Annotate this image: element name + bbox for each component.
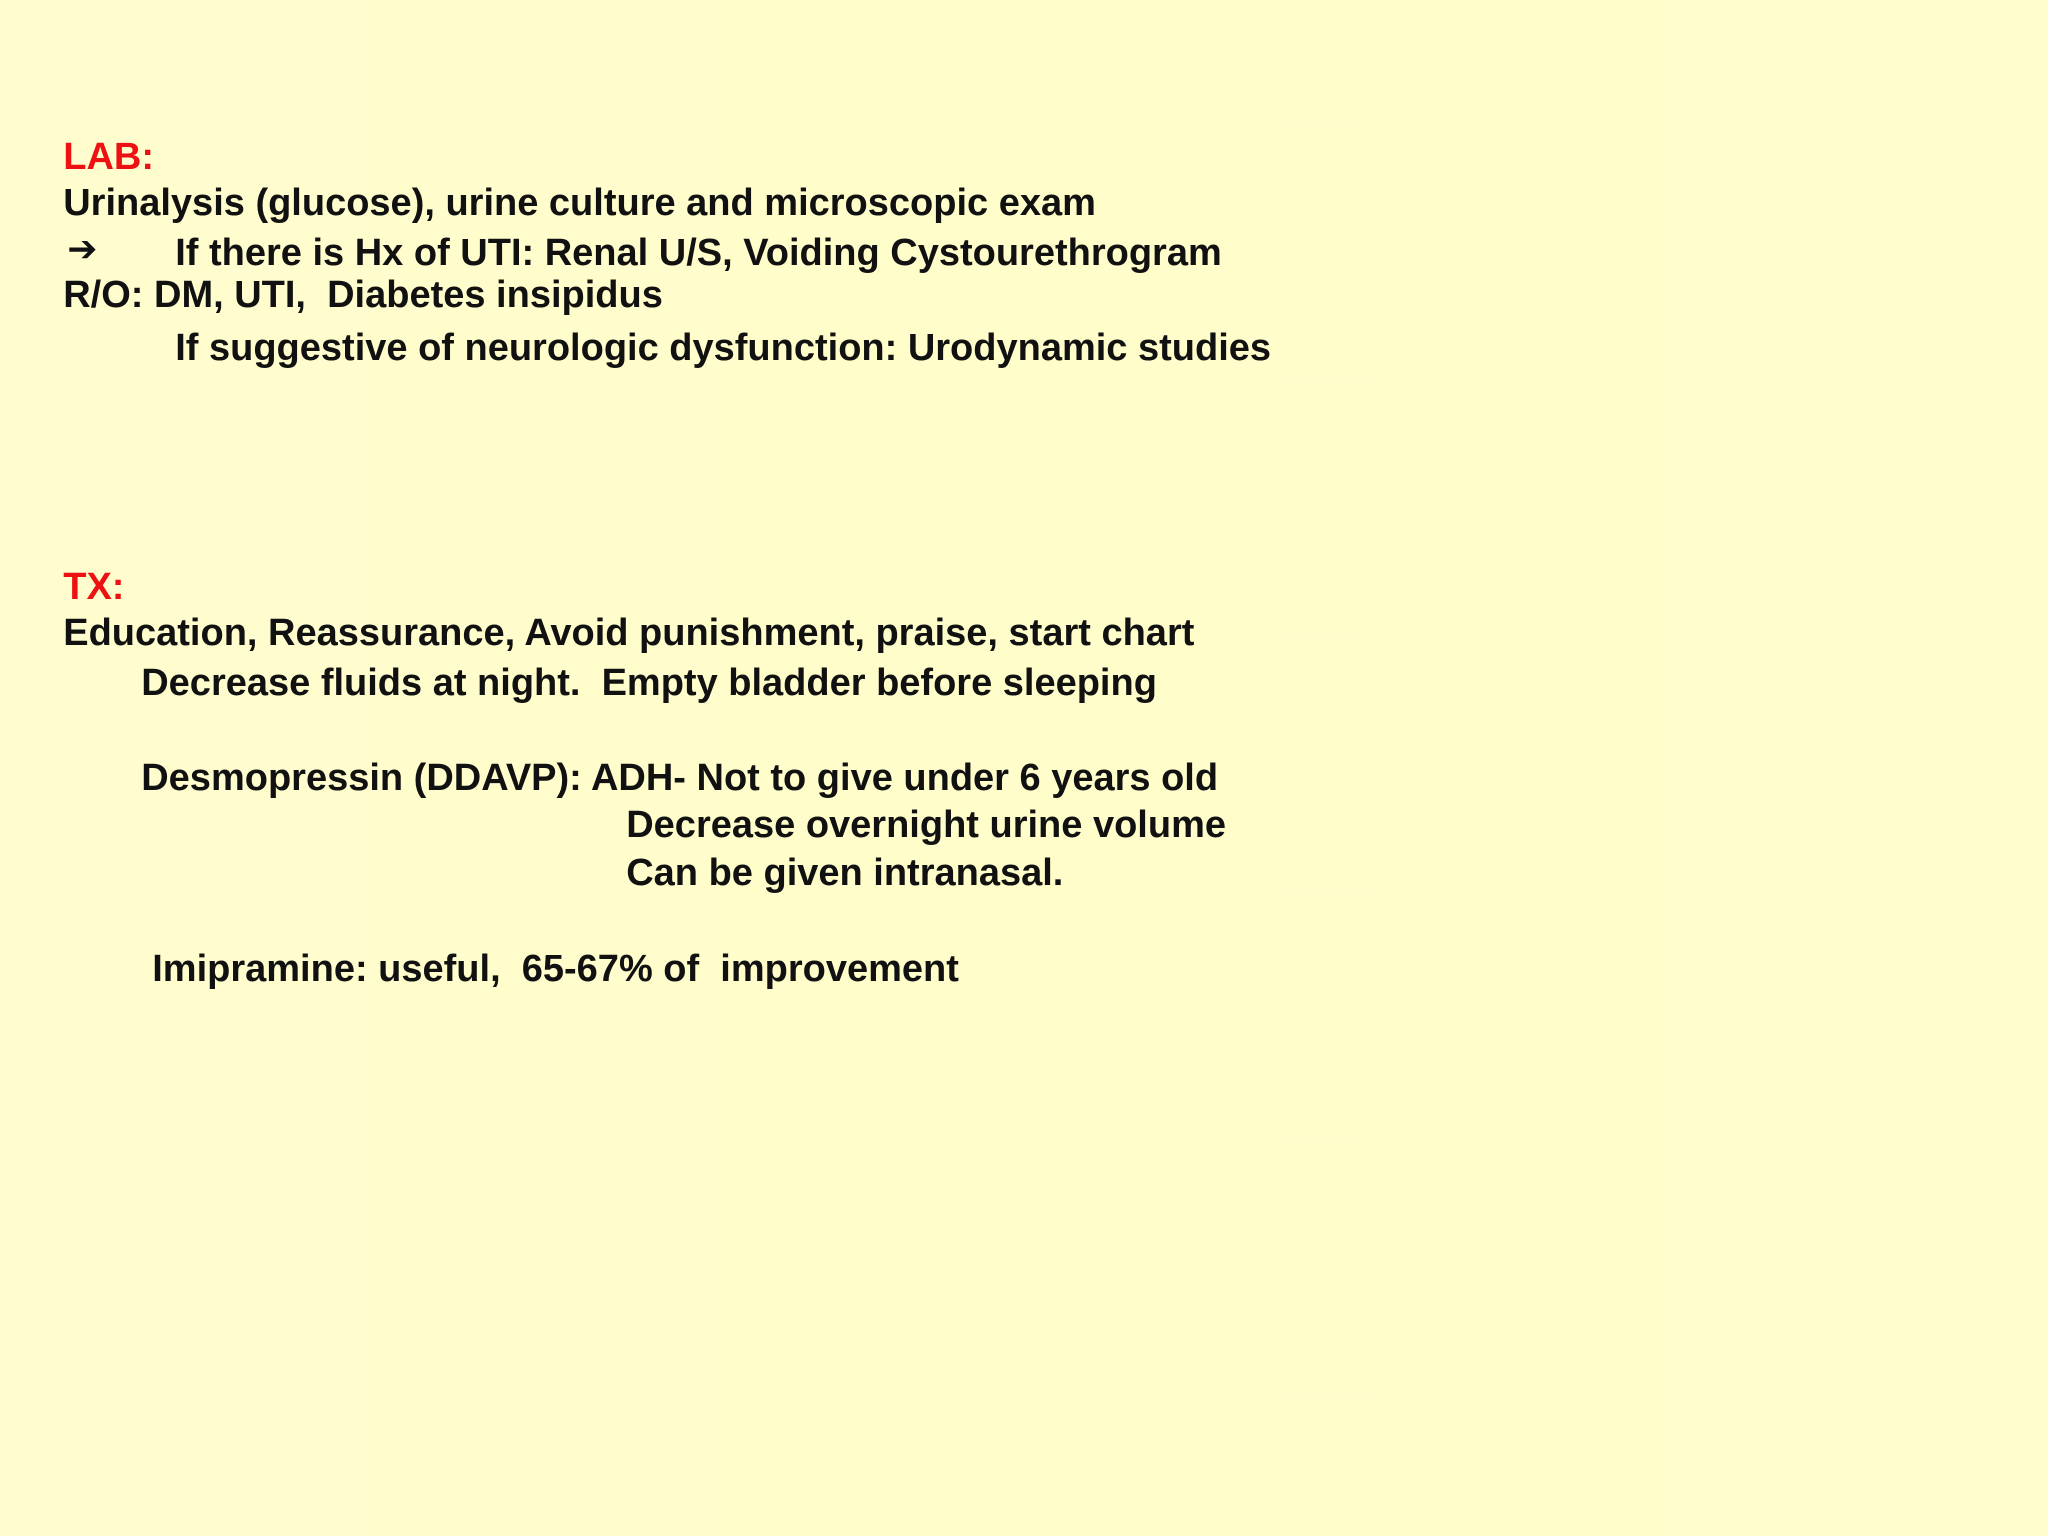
right-arrow-icon: ➔	[67, 228, 98, 269]
lab-rule-out: R/O: DM, UTI, Diabetes insipidus	[63, 274, 663, 316]
lab-label: LAB:	[63, 136, 154, 178]
lab-uti-text: If there is Hx of UTI: Renal U/S, Voiding Cystourethrogram	[175, 232, 1222, 274]
lab-neuro-line	[133, 279, 1271, 417]
tx-fluids-text: Decrease fluids at night. Empty bladder before sleeping	[141, 662, 1157, 704]
tx-desmo-text-3: Can be given intranasal.	[626, 852, 1064, 894]
tx-main-text: Education, Reassurance, Avoid punishment, praise, start chart	[63, 612, 1195, 654]
tx-label: TX:	[63, 566, 125, 608]
tx-imipramine-text: Imipramine: useful, 65-67% of improvement	[152, 948, 959, 990]
lab-neuro-text: If suggestive of neurologic dysfunction: Urodynamic studies	[175, 327, 1272, 369]
tx-desmo-text-2: Decrease overnight urine volume	[626, 804, 1226, 846]
tx-desmo-text-1: Desmopressin (DDAVP): ADH- Not to give under 6 years old	[141, 757, 1219, 799]
tx-imipramine-line	[110, 900, 959, 1038]
lab-main-text: Urinalysis (glucose), urine culture and microscopic exam	[63, 182, 1096, 224]
